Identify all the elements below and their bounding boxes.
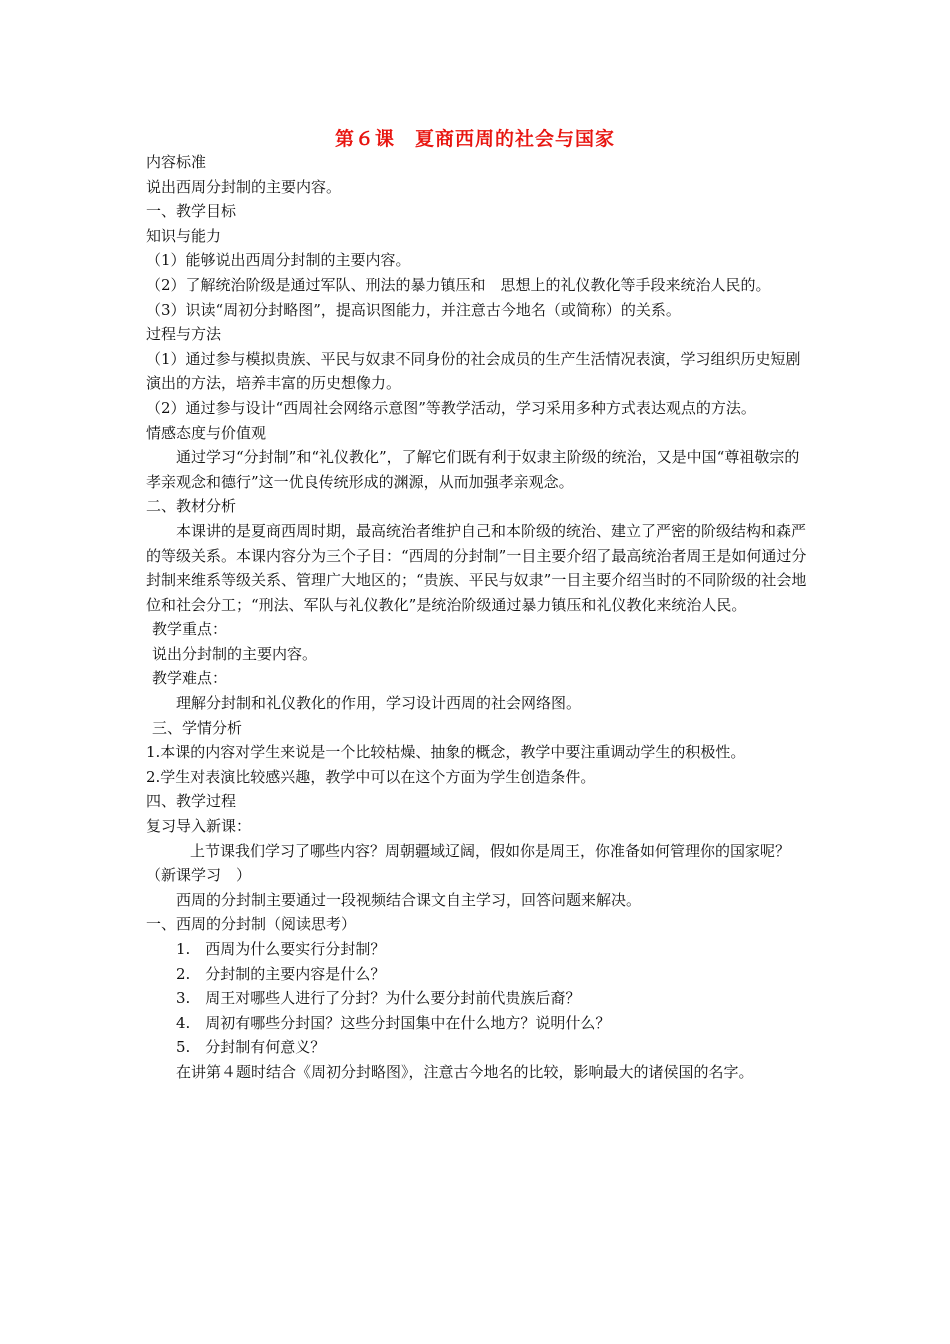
- section-heading: 三、学情分析: [152, 718, 243, 737]
- label-difficulty: 教学难点：: [152, 669, 228, 688]
- paragraph: 通过学习“分封制”和“礼仪教化”，了解它们既有利于奴隶主阶级的统治，又是中国“尊祖敬宗的孝亲观念和德行”这一优良传统形成的渊源，从而加强孝亲观念。: [146, 448, 800, 491]
- list-item: 2. 分封制的主要内容是什么？: [176, 964, 386, 983]
- subheading: 情感态度与价值观: [146, 423, 267, 442]
- label-key-point: 教学重点：: [152, 620, 228, 639]
- list-item: （1）能够说出西周分封制的主要内容。: [146, 251, 411, 270]
- list-item: （3）识读“周初分封略图”，提高识图能力，并注意古今地名（或简称）的关系。: [146, 300, 681, 319]
- section-heading: 一、西周的分封制（阅读思考）: [146, 915, 357, 934]
- paragraph: 在讲第４题时结合《周初分封略图》，注意古今地名的比较，影响最大的诸侯国的名字。: [176, 1062, 754, 1081]
- section-heading: 四、教学过程: [146, 792, 237, 811]
- subheading: 知识与能力: [146, 226, 222, 245]
- paragraph: 西周的分封制主要通过一段视频结合课文自主学习，回答问题来解决。: [176, 890, 642, 909]
- list-item: 3. 周王对哪些人进行了分封？为什么要分封前代贵族后裔？: [176, 989, 581, 1008]
- document-body: [146, 150, 814, 1085]
- paragraph: 本课讲的是夏商西周时期，最高统治者维护自己和本阶级的统治、建立了严密的阶级结构和森严的等级关系。本课内容分为三个子目：“西周的分封制”一目主要介绍了最高统治者周王是如何通过分封制来维系等级关系、管理广大地区的；“贵族、平民与奴隶”一目主要介绍当时的不同阶级的社会地位和社会分工；“刑法、军队与礼仪教化”是统治阶级通过暴力镇压和礼仪教化来统治人民。: [146, 521, 807, 614]
- section-heading: 二、教材分析: [146, 497, 237, 516]
- list-item: （2）通过参与设计“西周社会网络示意图”等教学活动，学习采用多种方式表达观点的方法。: [146, 398, 756, 417]
- paragraph: 上节课我们学习了哪些内容？周朝疆域辽阔，假如你是周王，你准备如何管理你的国家呢？: [190, 841, 791, 860]
- section-heading: 一、教学目标: [146, 202, 237, 221]
- lesson-title: 第６课 夏商西周的社会与国家: [334, 128, 615, 150]
- subheading: 过程与方法: [146, 325, 222, 344]
- paragraph: （新课学习 ）: [146, 866, 252, 885]
- list-item: （1）通过参与模拟贵族、平民与奴隶不同身份的社会成员的生产生活情况表演，学习组织历史短剧演出的方法，培养丰富的历史想像力。: [146, 349, 801, 393]
- paragraph: 理解分封制和礼仪教化的作用，学习设计西周的社会网络图。: [176, 694, 582, 713]
- paragraph: 说出西周分封制的主要内容。: [146, 177, 342, 196]
- heading-content-standard: 内容标准: [146, 153, 207, 171]
- list-item: 5. 分封制有何意义？: [176, 1038, 326, 1057]
- list-item: 4. 周初有哪些分封国？这些分封国集中在什么地方？说明什么？: [176, 1013, 611, 1032]
- list-item: 1. 西周为什么要实行分封制？: [176, 940, 386, 958]
- list-item: 1.本课的内容对学生来说是一个比较枯燥、抽象的概念，教学中要注重调动学生的积极性。: [146, 743, 746, 762]
- list-item: 2.学生对表演比较感兴趣，教学中可以在这个方面为学生创造条件。: [146, 767, 596, 786]
- paragraph: 说出分封制的主要内容。: [152, 644, 318, 663]
- list-item: （2）了解统治阶级是通过军队、刑法的暴力镇压和 思想上的礼仪教化等手段来统治人民的。: [146, 275, 771, 294]
- subheading: 复习导入新课：: [146, 817, 252, 836]
